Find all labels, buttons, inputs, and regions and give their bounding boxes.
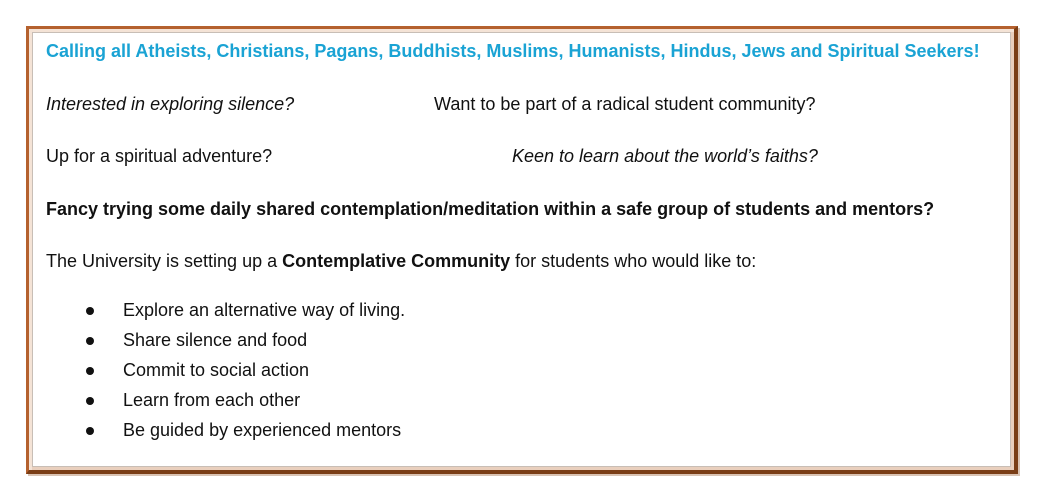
bullet-icon: [86, 427, 94, 435]
list-item-text: Share silence and food: [123, 330, 308, 350]
intro-paragraph: [46, 251, 756, 272]
list-item-text: Commit to social action: [123, 360, 310, 380]
intro-text-before: The University is setting up a: [46, 251, 283, 271]
list-item-text: Learn from each other: [123, 390, 301, 410]
question-spiritual-adventure: Up for a spiritual adventure?: [46, 146, 273, 166]
list-item-text: Be guided by experienced mentors: [123, 420, 402, 440]
fancy-line: Fancy trying some daily shared contemplation/meditation within a safe group of students and mentors?: [46, 199, 935, 219]
bullet-icon: [86, 337, 94, 345]
question-student-community: Want to be part of a radical student community?: [434, 94, 816, 114]
bullet-icon: [86, 367, 94, 375]
intro-community-name: Contemplative Community: [282, 251, 511, 271]
bullet-icon: [86, 307, 94, 315]
headline: Calling all Atheists, Christians, Pagans, Buddhists, Muslims, Humanists, Hindus, Jews and Spiritual Seekers!: [46, 41, 980, 61]
question-world-faiths: Keen to learn about the world’s faiths?: [512, 146, 818, 166]
list-item-text: Explore an alternative way of living.: [123, 300, 406, 320]
question-exploring-silence: Interested in exploring silence?: [46, 94, 295, 114]
bullet-icon: [86, 397, 94, 405]
intro-text-after: for students who would like to:: [510, 251, 757, 271]
